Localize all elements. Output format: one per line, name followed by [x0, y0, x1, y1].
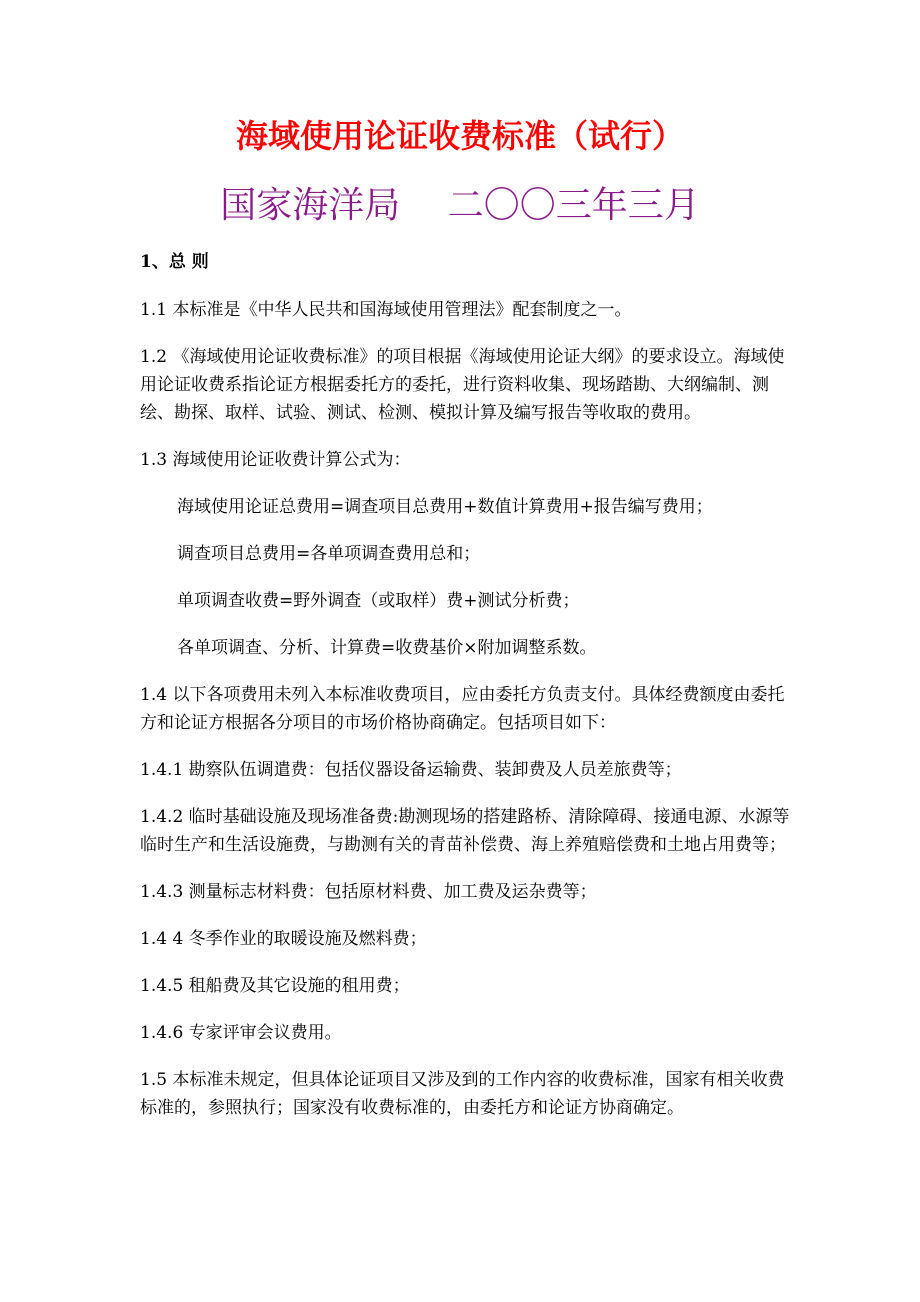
- paragraph-1-4-2: 1.4.2 临时基础设施及现场准备费:勘测现场的搭建路桥、清除障碍、接通电源、水源等临时生产和生活设施费，与勘测有关的青苗补偿费、海上养殖赔偿费和土地占用费等；: [140, 807, 790, 855]
- document-title: 海域使用论证收费标准（试行）: [235, 117, 684, 155]
- paragraph-1-4-4: 1.4 4 冬季作业的取暖设施及燃料费；: [140, 929, 427, 949]
- document-body: [140, 248, 790, 1141]
- paragraph-1-3: 1.3 海域使用论证收费计算公式为：: [140, 450, 411, 470]
- formula-item-cost: 各单项调查、分析、计算费=收费基价×附加调整系数。: [177, 638, 597, 658]
- paragraph-1-4: 1.4 以下各项费用未列入本标准收费项目，应由委托方负责支付。具体经费额度由委托方和论证方根据各分项目的市场价格协商确定。包括项目如下：: [140, 685, 785, 733]
- paragraph-1-4-1: 1.4.1 勘察队伍调遣费：包括仪器设备运输费、装卸费及人员差旅费等；: [140, 760, 682, 780]
- paragraph-1-4-3: 1.4.3 测量标志材料费：包括原材料费、加工费及运杂费等；: [140, 882, 597, 902]
- formula-total-cost: 海域使用论证总费用=调查项目总费用+数值计算费用+报告编写费用；: [177, 497, 713, 517]
- paragraph-1-4-6: 1.4.6 专家评审会议费用。: [140, 1023, 342, 1043]
- paragraph-1-1: 1.1 本标准是《中华人民共和国海域使用管理法》配套制度之一。: [140, 300, 632, 320]
- section-heading: 1、总 则: [140, 252, 209, 272]
- formula-single-survey: 单项调查收费=野外调查（或取样）费+测试分析费；: [177, 591, 580, 611]
- document-subtitle: 国家海洋局 二〇〇三年三月: [220, 185, 700, 226]
- formula-survey-total: 调查项目总费用=各单项调查费用总和；: [177, 544, 481, 564]
- paragraph-1-5: 1.5 本标准未规定，但具体论证项目又涉及到的工作内容的收费标准，国家有相关收费标准的，参照执行；国家没有收费标准的，由委托方和论证方协商确定。: [140, 1070, 785, 1118]
- paragraph-1-4-5: 1.4.5 租船费及其它设施的租用费；: [140, 976, 410, 996]
- paragraph-1-2: 1.2 《海域使用论证收费标准》的项目根据《海域使用论证大纲》的要求设立。海域使用论证收费系指论证方根据委托方的委托，进行资料收集、现场踏勘、大纲编制、测绘、勘探、取样、试验、测试、检测、模拟计算及编写报告等收取的费用。: [140, 347, 785, 423]
